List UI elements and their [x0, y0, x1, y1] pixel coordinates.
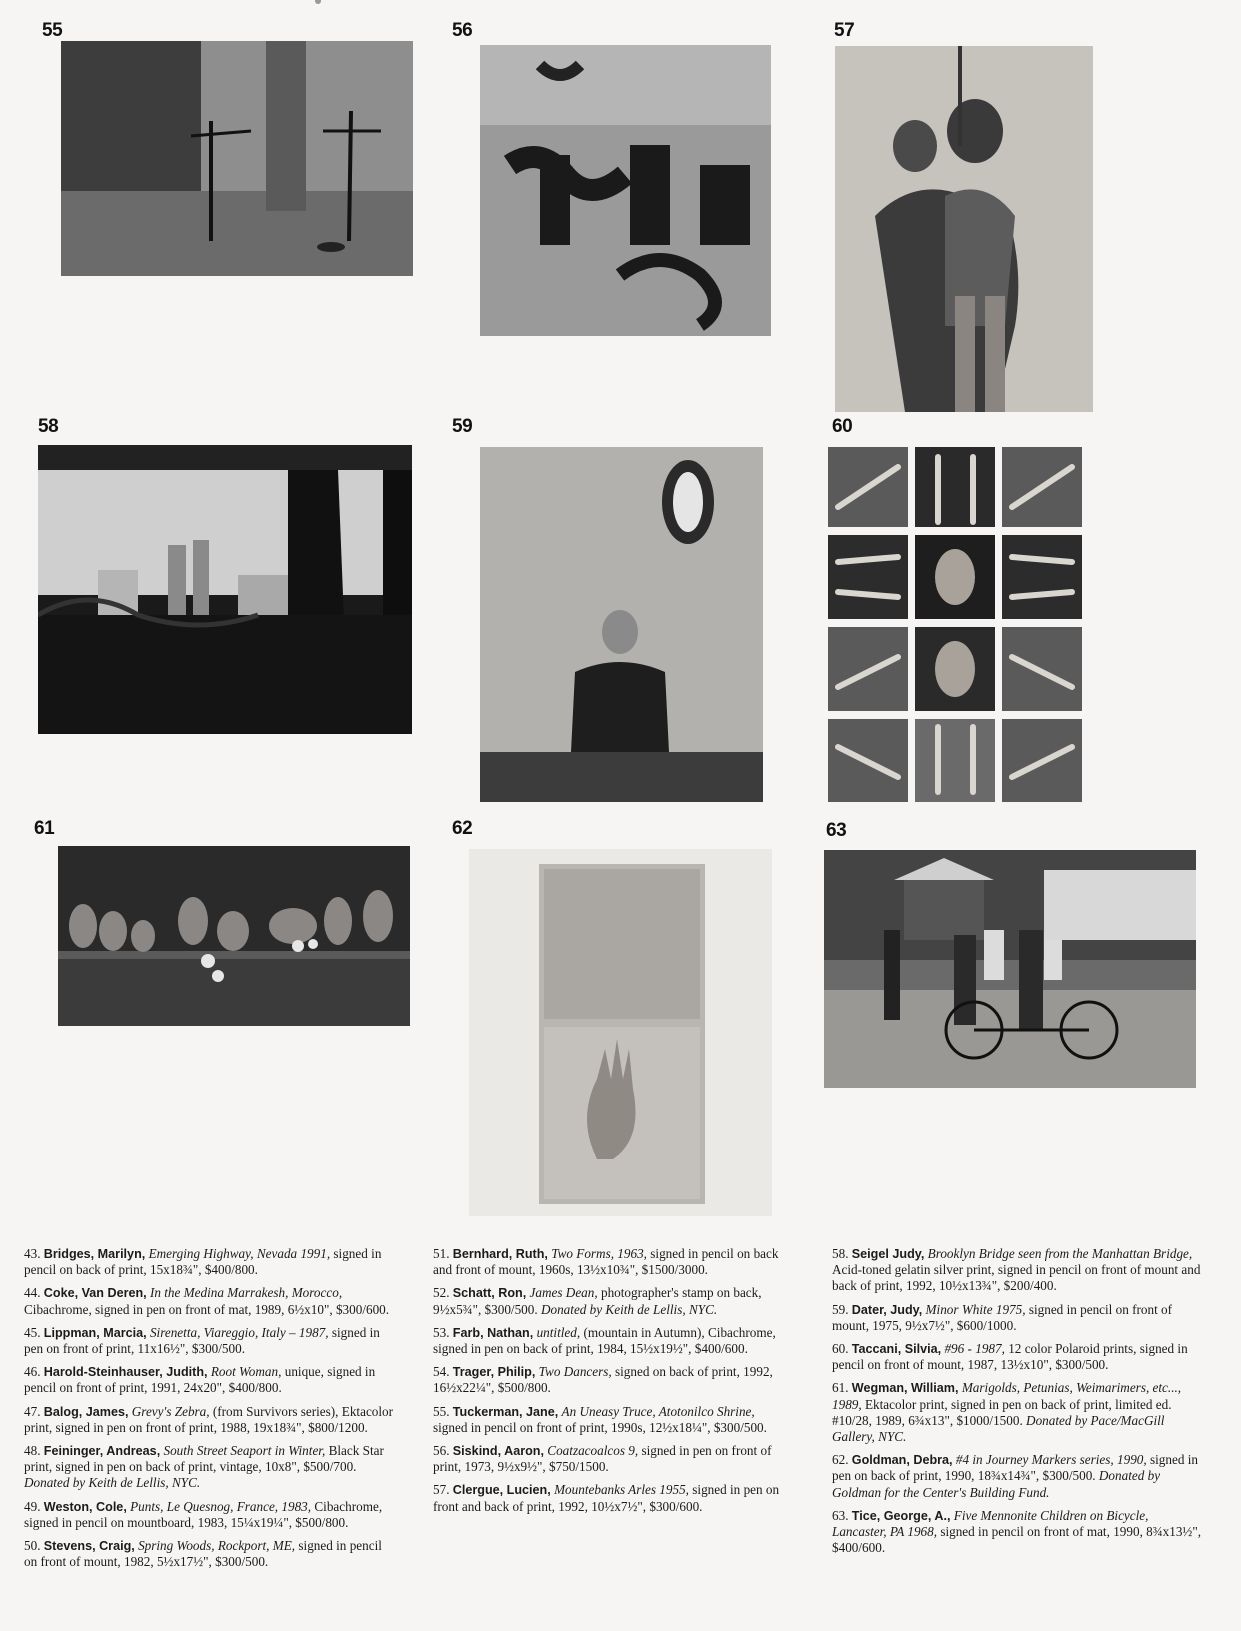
- caption-entry: 48. Feininger, Andreas, South Street Seaport in Winter, Black Star print, signed in pen on back of print, vintage, 10x8", $500/700. Donated by Keith de Lellis, NYC.: [24, 1443, 384, 1491]
- caption-entry: 56. Siskind, Aaron, Coatzacoalcos 9, signed in pen on front of print, 1973, 9½x9½", $750/1500.: [433, 1443, 772, 1475]
- plate-number: 57: [834, 20, 855, 41]
- caption-entry: 58. Seigel Judy, Brooklyn Bridge seen from the Manhattan Bridge, Acid-toned gelatin silver print, signed in pencil on front of mount and back of print, 1992, 10½x13¾", $200/400.: [832, 1246, 1201, 1294]
- caption-entry: 44. Coke, Van Deren, In the Medina Marrakesh, Morocco, Cibachrome, signed in pen on front of mat, 1989, 6½x10", $300/600.: [24, 1285, 390, 1317]
- caption-entry: 51. Bernhard, Ruth, Two Forms, 1963, signed in pencil on back and front of mount, 1960s, 13½x10¾", $1500/3000.: [433, 1246, 779, 1278]
- plate-number: 56: [452, 20, 473, 41]
- caption-entry: 50. Stevens, Craig, Spring Woods, Rockport, ME, signed in pencil on front of mount, 1982, 5½x17½", $300/500.: [24, 1538, 382, 1570]
- photo-polaroid-grid: [828, 447, 1082, 802]
- caption-entry: 43. Bridges, Marilyn, Emerging Highway, Nevada 1991, signed in pencil on back of print, 15x18¾", $400/800.: [24, 1246, 382, 1278]
- plate-number: 60: [832, 416, 853, 437]
- plate-number: 63: [826, 820, 847, 841]
- photo-weimaraners: [58, 846, 410, 1026]
- caption-entry: 62. Goldman, Debra, #4 in Journey Markers series, 1990, signed in pen on back of print, 1990, 18¾x14¾", $300/500. Donated by Goldman for the Center's Building Fund.: [832, 1452, 1198, 1500]
- caption-entry: 57. Clergue, Lucien, Mountebanks Arles 1955, signed in pen on front and back of print, 1992, 10½x7½", $300/600.: [433, 1482, 780, 1514]
- caption-entry: 59. Dater, Judy, Minor White 1975, signed in pencil on front of mount, 1975, 9½x7½", $600/1000.: [832, 1301, 1173, 1333]
- photo-graffiti-wall: [480, 45, 771, 336]
- photo-mountebanks: [835, 46, 1093, 412]
- caption-entry: 54. Trager, Philip, Two Dancers, signed on back of print, 1992, 16½x22¼", $500/800.: [433, 1364, 773, 1396]
- caption-entry: 45. Lippman, Marcia, Sirenetta, Viareggio, Italy – 1987, signed in pen on front of print, 11x16½", $300/500.: [24, 1324, 380, 1357]
- plate-number: 58: [38, 416, 59, 437]
- caption-entry: 49. Weston, Cole, Punts, Le Quesnog, France, 1983, Cibachrome, signed in pencil on mountboard, 1983, 15¼x19¼", $500/800.: [24, 1498, 383, 1530]
- plate-number: 59: [452, 416, 473, 437]
- page-mark: [315, 0, 321, 4]
- caption-entry: 63. Tice, George, A., Five Mennonite Children on Bicycle, Lancaster, PA 1968, signed in pencil on front of mat, 1990, 8¾x13½", $400/600.: [832, 1507, 1202, 1556]
- caption-entry: 55. Tuckerman, Jane, An Uneasy Truce, Atotonilco Shrine, signed in pencil on front of print, 1990s, 12½x18¼", $300/500.: [433, 1403, 767, 1435]
- caption-entry: 60. Taccani, Silvia, #96 - 1987, 12 color Polaroid prints, signed in pencil on front of mount, 1987, 13½x10", $300/500.: [832, 1341, 1188, 1373]
- caption-entry: 47. Balog, James, Grevy's Zebra, (from Survivors series), Ektacolor print, signed in pen on front of print, 1988, 19x18¾", $800/1200.: [24, 1403, 394, 1435]
- caption-entry: 53. Farb, Nathan, untitled, (mountain in Autumn), Cibachrome, signed in pen on back of print, 1984, 15½x19½", $400/600.: [433, 1324, 776, 1357]
- photo-minor-white: [480, 447, 763, 802]
- photo-journey-markers: [469, 849, 772, 1216]
- photo-brooklyn-bridge: [38, 445, 412, 734]
- plate-number: 62: [452, 818, 473, 839]
- photo-medina-street: [61, 41, 413, 276]
- caption-column-3: [832, 1246, 1204, 1563]
- caption-entry: 46. Harold-Steinhauser, Judith, Root Woman, unique, signed in pencil on front of print, 1991, 24x20", $400/800.: [24, 1364, 376, 1396]
- caption-entry: 61. Wegman, William, Marigolds, Petunias, Weimarimers, etc..., 1989, Ektacolor print, signed in pen on back of print, limited ed. #10/28, 1989, 6¾x13", $1000/1500. Donated by Pace/MacGill Gallery, NYC.: [832, 1380, 1182, 1445]
- plate-number: 55: [42, 20, 63, 41]
- caption-entry: 52. Schatt, Ron, James Dean, photographer's stamp on back, 9½x5¾", $300/500. Donated by Keith de Lellis, NYC.: [433, 1285, 762, 1317]
- photo-mennonite-children: [824, 850, 1196, 1088]
- plate-number: 61: [34, 818, 55, 839]
- caption-column-2: [433, 1246, 788, 1522]
- caption-column-1: [24, 1246, 396, 1577]
